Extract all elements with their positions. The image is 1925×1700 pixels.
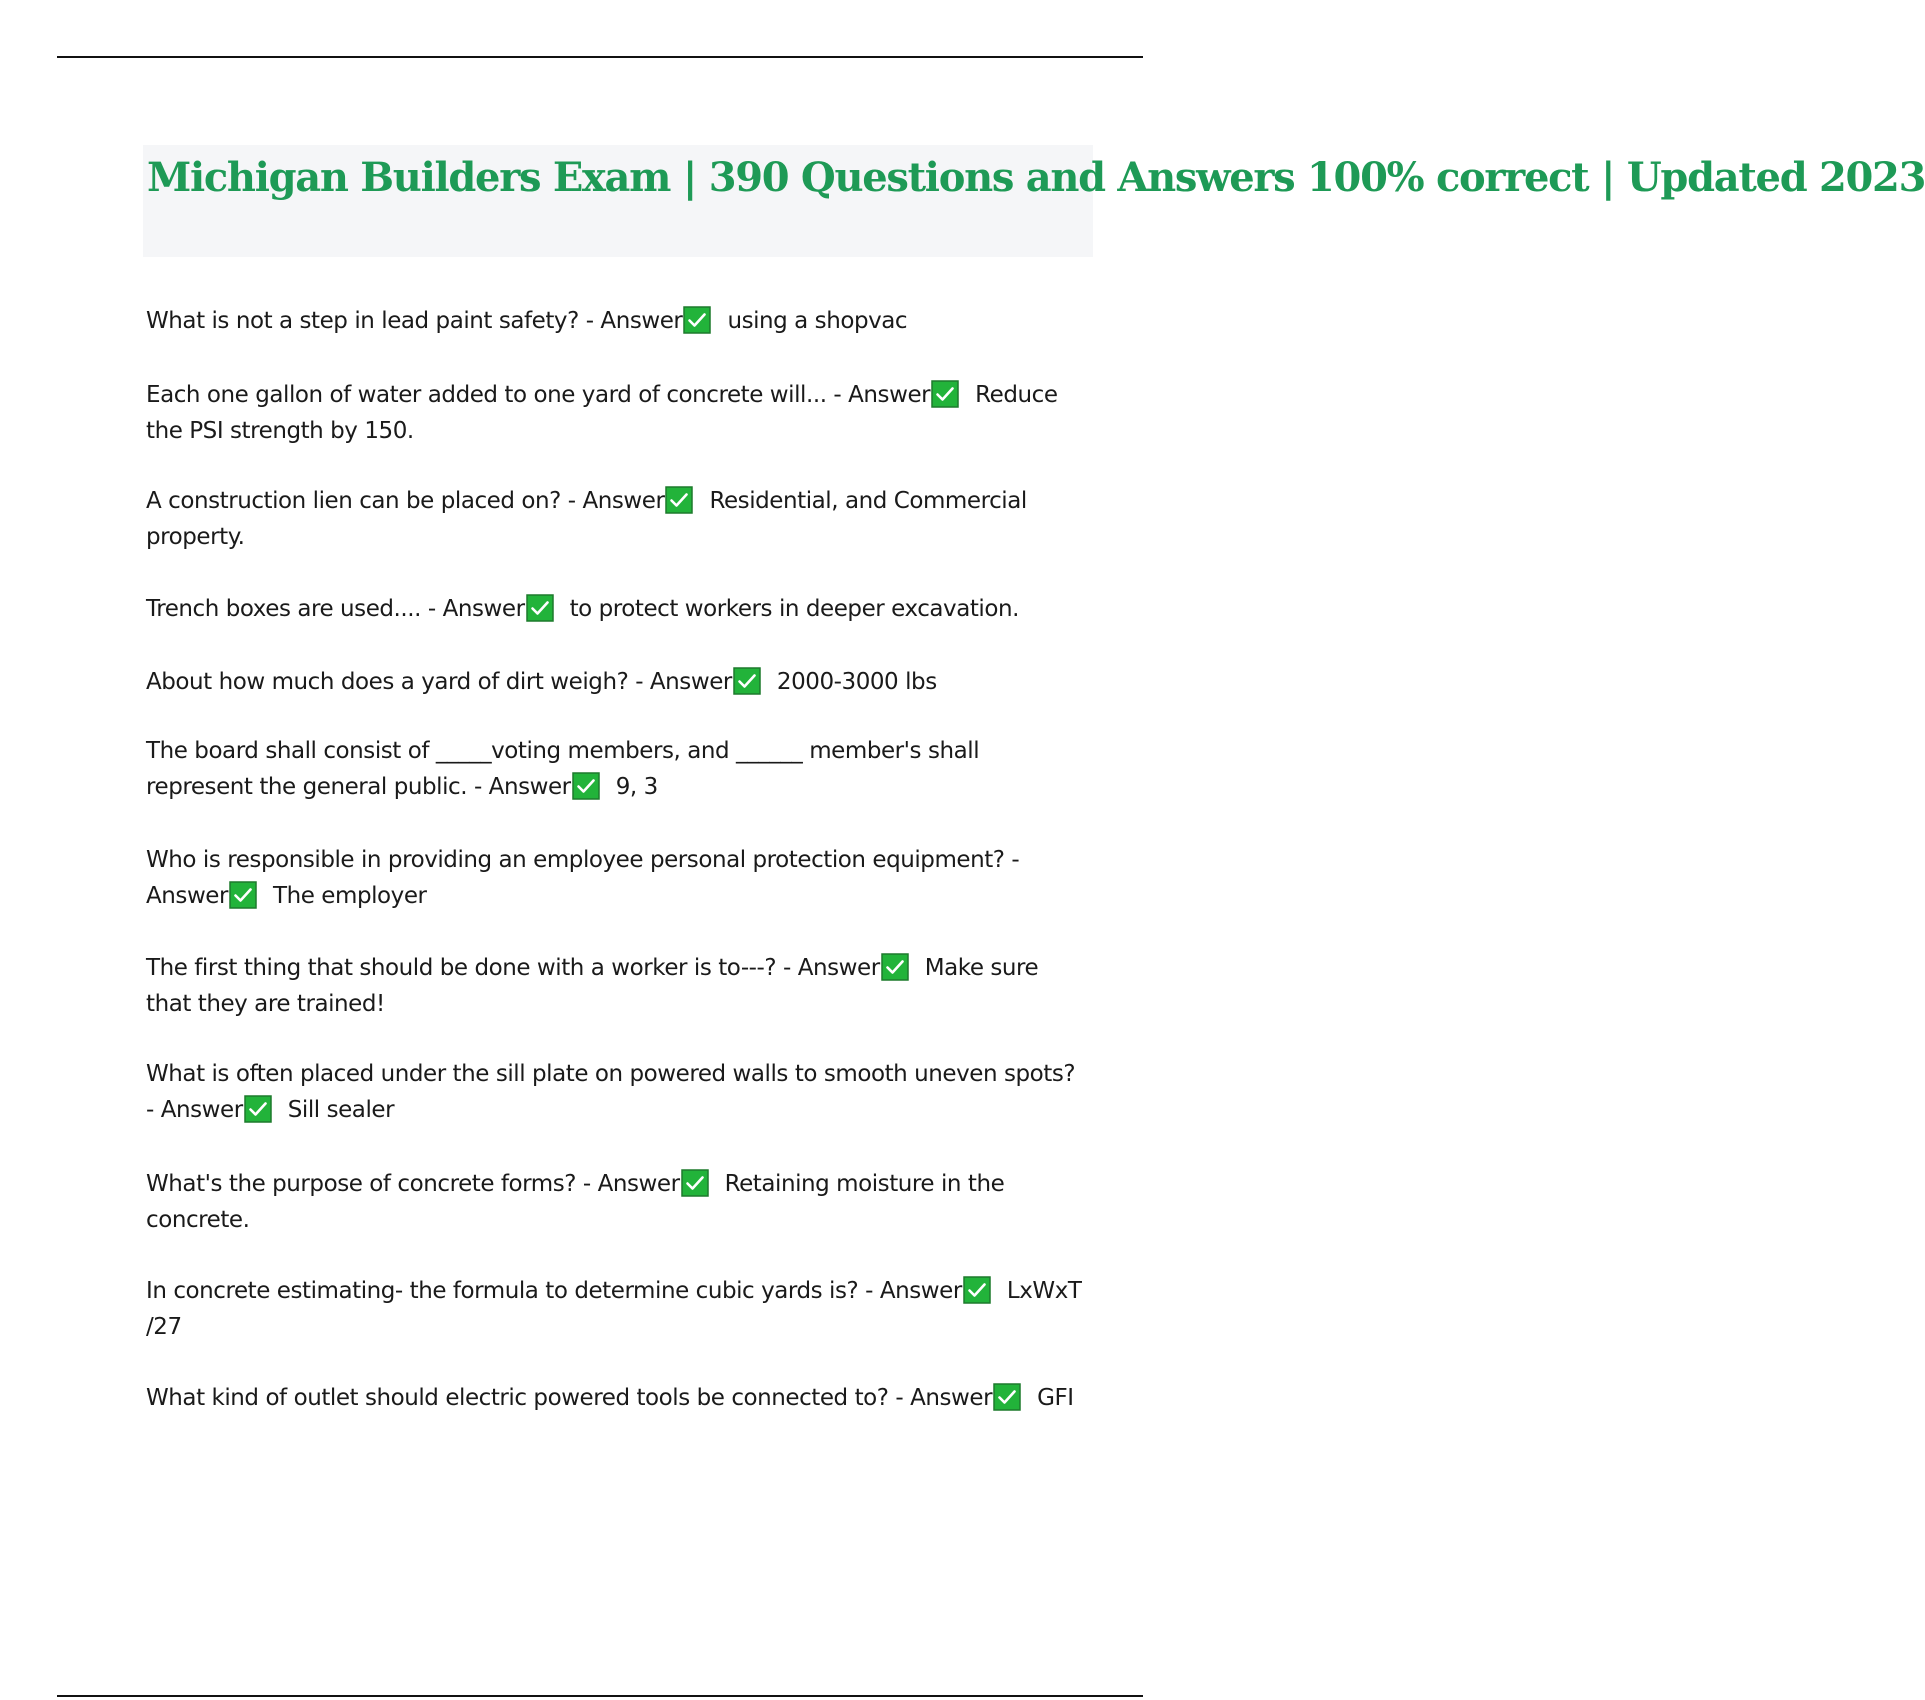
green-checkbox-icon: [881, 953, 909, 981]
answer-text: to protect workers in deeper excavation.: [569, 596, 1019, 622]
answer-text: Residential, and Commercial property.: [146, 488, 1027, 550]
answer-text: 2000-3000 lbs: [776, 669, 937, 695]
question-text: Each one gallon of water added to one yard of concrete will... - Answer: [146, 382, 931, 408]
qa-item: [146, 1273, 1086, 1345]
answer-text: Reduce the PSI strength by 150.: [146, 382, 1058, 444]
question-text: The first thing that should be done with a worker is to---? - Answer: [146, 955, 880, 981]
green-checkbox-icon: [244, 1095, 272, 1123]
green-checkbox-icon: [229, 881, 257, 909]
green-checkbox-icon: [931, 380, 959, 408]
answer-text: Make sure that they are trained!: [146, 955, 1039, 1017]
green-checkbox-icon: [993, 1383, 1021, 1411]
qa-item: [146, 950, 1086, 1022]
answer-text: Retaining moisture in the concrete.: [146, 1171, 1005, 1233]
answer-text: The employer: [273, 883, 427, 909]
question-text: Who is responsible in providing an employee personal protection equipment? - Answer: [146, 847, 1020, 909]
green-checkbox-icon: [963, 1276, 991, 1304]
green-checkbox-icon: [681, 1169, 709, 1197]
page-title-text: Michigan Builders Exam | 390 Questions and Answers 100% correct | Updated 2023: [147, 154, 1925, 201]
answer-text: GFI: [1037, 1385, 1074, 1411]
qa-item: [146, 1380, 1086, 1416]
question-text: What is not a step in lead paint safety? - Answer: [146, 308, 683, 334]
question-text: In concrete estimating- the formula to determine cubic yards is? - Answer: [146, 1278, 962, 1304]
green-checkbox-icon: [733, 667, 761, 695]
qa-item: [146, 842, 1086, 914]
page-title: [147, 150, 1925, 206]
qa-item: [146, 733, 1086, 805]
question-text: What is often placed under the sill plate on powered walls to smooth uneven spots? - Answer: [146, 1061, 1076, 1123]
qa-item: [146, 1056, 1086, 1128]
green-checkbox-icon: [683, 306, 711, 334]
green-checkbox-icon: [572, 772, 600, 800]
qa-item: [146, 664, 1086, 700]
bottom-rule: [57, 1695, 1143, 1697]
answer-text: Sill sealer: [287, 1097, 395, 1123]
question-text: About how much does a yard of dirt weigh? - Answer: [146, 669, 732, 695]
qa-item: [146, 1166, 1086, 1238]
top-rule: [57, 56, 1143, 58]
qa-item: [146, 483, 1086, 555]
question-text: Trench boxes are used.... - Answer: [146, 596, 525, 622]
answer-text: 9, 3: [615, 774, 658, 800]
qa-item: [146, 303, 1086, 339]
question-text: What's the purpose of concrete forms? - Answer: [146, 1171, 680, 1197]
title-banner: [143, 145, 1925, 257]
answer-text: LxWxT /27: [146, 1278, 1082, 1340]
green-checkbox-icon: [526, 594, 554, 622]
question-text: The board shall consist of _____voting members, and ______ member's shall represent the general public. - Answer: [146, 738, 980, 800]
question-text: What kind of outlet should electric powered tools be connected to? - Answer: [146, 1385, 993, 1411]
qa-item: [146, 591, 1086, 627]
question-text: A construction lien can be placed on? - Answer: [146, 488, 665, 514]
answer-text: using a shopvac: [727, 308, 908, 334]
qa-item: [146, 377, 1086, 449]
green-checkbox-icon: [665, 486, 693, 514]
